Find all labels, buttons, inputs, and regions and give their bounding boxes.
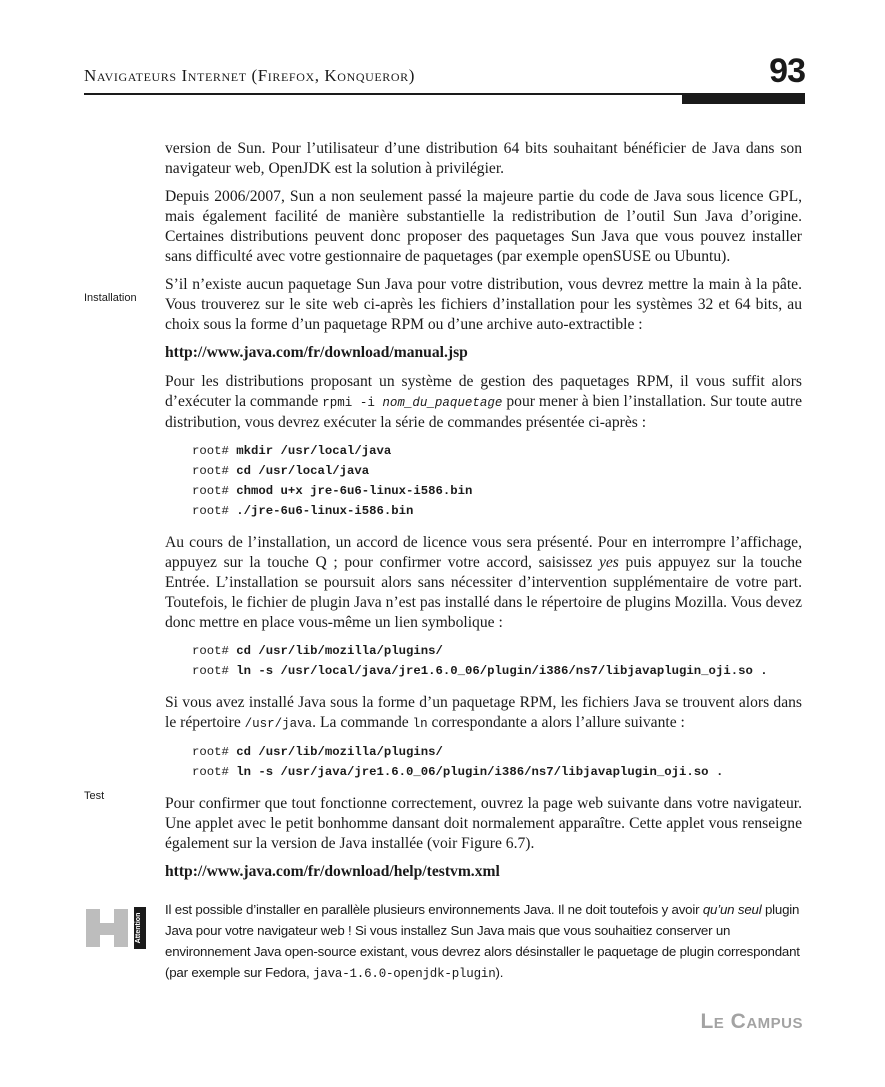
code-block: [192, 641, 802, 681]
paragraph: Pour confirmer que tout fonctionne correctement, ouvrez la page web suivante dans votre navigateur. Une applet avec le petit bonhomme dansant doit normalement apparaître. Cette applet vous renseigne également sur la version de Java installée (voir Figure 6.7).: [165, 795, 802, 852]
code-line: [192, 742, 802, 762]
code-line: [192, 661, 802, 681]
code-command: cd /usr/local/java: [236, 464, 370, 478]
code-line: [192, 641, 802, 661]
note-text: ).: [495, 965, 504, 980]
inline-code: ln: [412, 717, 428, 731]
margin-note-test: Test: [84, 790, 105, 802]
paragraph: [165, 533, 802, 633]
code-line: [192, 461, 802, 481]
inline-code: /usr/java: [244, 717, 313, 731]
code-command: chmod u+x jre-6u6-linux-i586.bin: [236, 484, 473, 498]
publisher-logo: Le Campus: [700, 1010, 803, 1033]
paragraph-text: Au cours de l’installation, un accord de licence vous sera présenté. Pour en interrompre l’affichage, appuyez sur la touche Q ; pour confirmer votre accord, saisissez: [165, 534, 802, 571]
code-prompt: root#: [192, 484, 237, 498]
emphasis: yes: [598, 554, 619, 571]
note-emphasis: qu’un seul: [702, 902, 762, 917]
note-inline-code: java-1.6.0-openjdk-plugin: [312, 967, 496, 981]
download-url[interactable]: http://www.java.com/fr/download/manual.jsp: [165, 344, 468, 361]
code-prompt: root#: [192, 644, 237, 658]
body-text: [165, 139, 802, 891]
attention-icon-label: Attention: [135, 912, 142, 944]
code-block: [192, 441, 802, 521]
code-prompt: root#: [192, 664, 237, 678]
code-line: [192, 481, 802, 501]
code-prompt: root#: [192, 464, 237, 478]
paragraph-text: correspondante a alors l’allure suivante :: [427, 714, 685, 731]
header-bar: [682, 95, 805, 104]
paragraph-text: Si vous avez installé Java sous la forme d’un paquetage RPM, les fichiers Java se trouvent alors dans le répertoire: [165, 694, 802, 731]
margin-note-installation: Installation: [84, 292, 137, 304]
inline-code-italic: nom_du_paquetage: [382, 396, 503, 410]
attention-icon: [84, 905, 148, 949]
inline-code: rpmi -i: [322, 396, 383, 410]
code-line: [192, 441, 802, 461]
code-command: ln -s /usr/local/java/jre1.6.0_06/plugin/i386/ns7/libjavaplugin_oji.so .: [236, 664, 768, 678]
code-prompt: root#: [192, 745, 237, 759]
paragraph: [165, 693, 802, 734]
code-command: ./jre-6u6-linux-i586.bin: [236, 504, 414, 518]
paragraph-text: . La commande: [312, 714, 413, 731]
code-line: [192, 762, 802, 782]
paragraph: S’il n’existe aucun paquetage Sun Java pour votre distribution, vous devrez mettre la main à la pâte. Vous trouverez sur le site web ci-après les fichiers d’installation pour les systèmes 32 et 64 bits, au choix sous la forme d’un paquetage RPM ou d’une archive auto-extractible :: [165, 276, 802, 333]
code-command: cd /usr/lib/mozilla/plugins/: [236, 644, 443, 658]
test-url[interactable]: http://www.java.com/fr/download/help/testvm.xml: [165, 863, 500, 880]
note-text: plugin Java pour votre navigateur web ! Si vous installez Sun Java mais que vous souhaitiez conserver un environnement Java open-source existant, vous devrez alors désinstaller le paquetage de plugin correspondant (par exemple sur Fedora,: [165, 902, 800, 980]
paragraph-text: Pour les distributions proposant un système de gestion des paquetages RPM, il vous suffit alors d’exécuter la commande: [165, 373, 802, 410]
attention-note: [165, 899, 805, 985]
paragraph: [165, 372, 802, 433]
paragraph-text: pour mener à bien l’installation. Sur toute autre distribution, vous devrez exécuter la série de commandes présentée ci-après :: [165, 393, 803, 431]
code-line: [192, 501, 802, 521]
code-command: mkdir /usr/local/java: [236, 444, 392, 458]
paragraph: Depuis 2006/2007, Sun a non seulement passé la majeure partie du code de Java sous licence GPL, mais également facilité de manière substantielle la redistribution de l’outil Sun Java d’origine. Certaines distributions peuvent donc proposer des paquetages Sun Java que vous pouvez installer sans difficulté avec votre gestionnaire de paquetages (par exemple openSUSE ou Ubuntu).: [165, 188, 802, 265]
note-text: Il est possible d’installer en parallèle plusieurs environnements Java. Il ne doit toutefois y avoir: [165, 902, 703, 917]
code-command: ln -s /usr/java/jre1.6.0_06/plugin/i386/ns7/libjavaplugin_oji.so .: [236, 765, 724, 779]
code-block: [192, 742, 802, 782]
code-prompt: root#: [192, 444, 237, 458]
running-header-title: Navigateurs Internet (Firefox, Konqueror): [84, 66, 416, 85]
paragraph-text: puis appuyez sur la touche Entrée. L’installation se poursuit alors sans nécessiter d’intervention supplémentaire de votre part. Toutefois, le fichier de plugin Java n’est pas installé dans le répertoire de plugins Mozilla. Vous devez donc mettre en place vous-même un lien symbolique :: [165, 554, 802, 631]
code-command: cd /usr/lib/mozilla/plugins/: [236, 745, 443, 759]
code-prompt: root#: [192, 504, 237, 518]
code-prompt: root#: [192, 765, 237, 779]
paragraph: version de Sun. Pour l’utilisateur d’une distribution 64 bits souhaitant bénéficier de Java dans son navigateur web, OpenJDK est la solution à privilégier.: [165, 140, 802, 177]
page-number: 93: [769, 52, 805, 90]
